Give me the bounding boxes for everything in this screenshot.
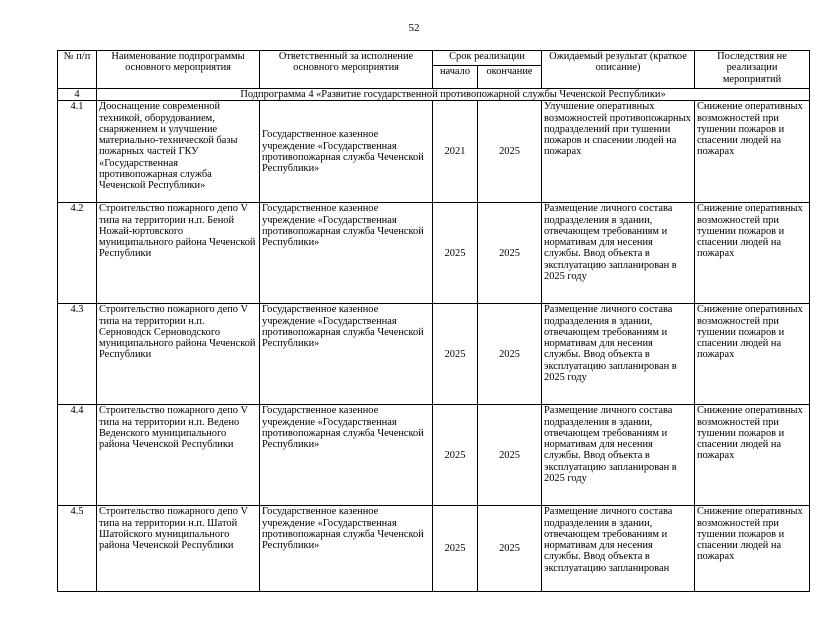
row-consequences: Снижение оперативных возможностей при тушении пожаров и спасении людей на пожарах xyxy=(695,101,810,203)
row-consequences: Снижение оперативных возможностей при тушении пожаров и спасении людей на пожарах xyxy=(695,506,810,592)
row-start: 2025 xyxy=(433,203,478,304)
row-start: 2025 xyxy=(433,405,478,506)
row-result: Размещение личного состава подразделения в здании, отвечающем требованиям и нормативам для несения службы. Ввод объекта в эксплуатацию запланирован xyxy=(542,506,695,592)
row-start: 2021 xyxy=(433,101,478,203)
header-num: № п/п xyxy=(58,51,97,89)
row-start: 2025 xyxy=(433,506,478,592)
row-name: Строительство пожарного депо V типа на территории н.п. Шатой Шатойского муниципального района Чеченской Республики xyxy=(97,506,260,592)
header-name: Наименование подпрограммы основного мероприятия xyxy=(97,51,260,89)
table-row xyxy=(58,405,810,506)
row-name: Дооснащение современной техникой, оборудованием, снаряжением и улучшение материально-технической базы пожарных частей ГКУ «Государственная противопожарная служба Чеченской Республики» xyxy=(97,101,260,203)
header-responsible: Ответственный за исполнение основного мероприятия xyxy=(260,51,433,89)
subprogram-num: 4 xyxy=(58,89,97,101)
row-num: 4.5 xyxy=(58,506,97,592)
row-num: 4.2 xyxy=(58,203,97,304)
row-num: 4.3 xyxy=(58,304,97,405)
header-result: Ожидаемый результат (краткое описание) xyxy=(542,51,695,89)
row-name: Строительство пожарного депо V типа на территории н.п. Беной Ножай-юртовского муниципального района Чеченской Республики xyxy=(97,203,260,304)
header-end: окончание xyxy=(478,66,542,89)
row-result: Размещение личного состава подразделения в здании, отвечающем требованиям и нормативам для несения службы. Ввод объекта в эксплуатацию запланирован в 2025 году xyxy=(542,304,695,405)
row-end: 2025 xyxy=(478,203,542,304)
row-end: 2025 xyxy=(478,101,542,203)
row-consequences: Снижение оперативных возможностей при тушении пожаров и спасении людей на пожарах xyxy=(695,304,810,405)
row-responsible: Государственное казенное учреждение «Государственная противопожарная служба Чеченской Республики» xyxy=(260,506,433,592)
row-end: 2025 xyxy=(478,304,542,405)
row-num: 4.4 xyxy=(58,405,97,506)
row-responsible: Государственное казенное учреждение «Государственная противопожарная служба Чеченской Республики» xyxy=(260,304,433,405)
table-row xyxy=(58,304,810,405)
row-consequences: Снижение оперативных возможностей при тушении пожаров и спасении людей на пожарах xyxy=(695,405,810,506)
table-row xyxy=(58,506,810,592)
row-consequences: Снижение оперативных возможностей при тушении пожаров и спасении людей на пожарах xyxy=(695,203,810,304)
row-responsible: Государственное казенное учреждение «Государственная противопожарная служба Чеченской Республики» xyxy=(260,101,433,203)
row-result: Улучшение оперативных возможностей противопожарных подразделений при тушении пожаров и спасении людей на пожарах xyxy=(542,101,695,203)
row-start: 2025 xyxy=(433,304,478,405)
header-consequences: Последствия не реализации мероприятий xyxy=(695,51,810,89)
row-name: Строительство пожарного депо V типа на территории н.п. Ведено Веденского муниципального района Чеченской Республики xyxy=(97,405,260,506)
row-num: 4.1 xyxy=(58,101,97,203)
header-period: Срок реализации xyxy=(433,51,542,66)
row-end: 2025 xyxy=(478,405,542,506)
row-result: Размещение личного состава подразделения в здании, отвечающем требованиям и нормативам для несения службы. Ввод объекта в эксплуатацию запланирован в 2025 году xyxy=(542,405,695,506)
header-start: начало xyxy=(433,66,478,89)
table-row xyxy=(58,101,810,203)
row-responsible: Государственное казенное учреждение «Государственная противопожарная служба Чеченской Республики» xyxy=(260,203,433,304)
row-end: 2025 xyxy=(478,506,542,592)
table-row xyxy=(58,203,810,304)
program-activities-table xyxy=(57,50,810,592)
row-name: Строительство пожарного депо V типа на территории н.п. Серноводск Серноводского муниципального района Чеченской Республики xyxy=(97,304,260,405)
subprogram-title: Подпрограмма 4 «Развитие государственной противопожарной службы Чеченской Республики» xyxy=(97,89,810,101)
page-number: 52 xyxy=(408,22,420,34)
row-result: Размещение личного состава подразделения в здании, отвечающем требованиям и нормативам для несения службы. Ввод объекта в эксплуатацию запланирован в 2025 году xyxy=(542,203,695,304)
row-responsible: Государственное казенное учреждение «Государственная противопожарная служба Чеченской Республики» xyxy=(260,405,433,506)
